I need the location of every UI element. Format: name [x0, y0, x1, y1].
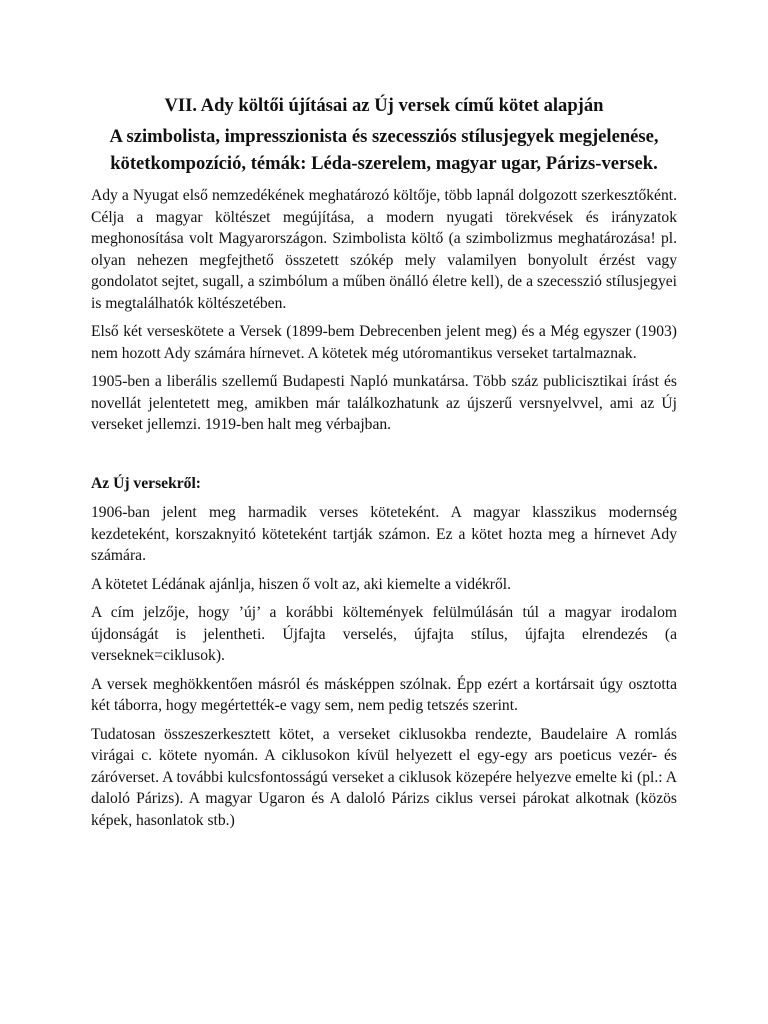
section-heading: Az Új versekről: — [91, 474, 201, 492]
document-subtitle: A szimbolista, impresszionista és szecessziós stílusjegyek megjelenése, kötetkompozíció, témák: Léda-szerelem, magyar ugar, Párizs-versek. — [109, 126, 659, 174]
uj-versek-section — [91, 473, 677, 832]
intro-paragraph-2: Első két verseskötete a Versek (1899-bem Debrecenben jelent meg) és a Még egyszer (1903) nem hozott Ady számára hírnevet. A kötetek még utóromantikus verseket tartalmaznak. — [91, 323, 677, 362]
section-paragraph-1: 1906-ban jelent meg harmadik verses köteteként. A magyar klasszikus modernség kezdeteként, korszaknyitó köteteként tartják számon. Ez a kötet hozta meg a hírnevet Ady számára. — [91, 504, 677, 564]
section-paragraph-2: A kötetet Lédának ajánlja, hiszen ő volt az, aki kiemelte a vidékről. — [91, 575, 512, 593]
section-paragraph-4: A versek meghökkentően másról és másképpen szólnak. Épp ezért a kortársait úgy osztotta két táborra, hogy megértették-e vagy sem, nem pedig tetszés szerint. — [91, 675, 677, 714]
intro-paragraph-1: Ady a Nyugat első nemzedékének meghatározó költője, több lapnál dolgozott szerkesztőként. Célja a magyar költészet megújítása, a modern nyugati törekvések és irányzatok meghonosítása volt Magyarországon. Szimbolista költő (a szimbolizmus meghatározása! pl. olyan nehezen megfejthető összetett szókép mely valamilyen bonyolult érzést vagy gondolatot sejtet, sugall, a szimbólum a műben önálló életre kell), de a szecesszió stílusjegyei is megtalálhatók költészetében. — [91, 187, 677, 312]
intro-section — [91, 185, 677, 436]
document-title: VII. Ady költői újításai az Új versek című kötet alapján — [164, 95, 604, 116]
section-paragraph-3: A cím jelzője, hogy ’új’ a korábbi költemények felülmúlásán túl a magyar irodalom újdonságát is jelentheti. Újfajta verselés, újfajta stílus, újfajta elrendezés (a verseknek=ciklusok). — [91, 604, 677, 664]
intro-paragraph-3: 1905-ben a liberális szellemű Budapesti Napló munkatársa. Több száz publicisztikai írást és novellát jelentetett meg, amikben már találkozhatunk az újszerű versnyelvvel, ami az Új verseket jellemzi. 1919-ben halt meg vérbajban. — [91, 373, 677, 433]
section-paragraph-5: Tudatosan összeszerkesztett kötet, a verseket ciklusokba rendezte, Baudelaire A romlás virágai c. kötete nyomán. A ciklusokon kívül helyezett el egy-egy ars poeticus vezér- és záróverset. A további kulcsfontosságú verseket a ciklusok közepére helyezve emelte ki (pl.: A daloló Párizs). A magyar Ugaron és A daloló Párizs ciklus versei párokat alkotnak (közös képek, hasonlatok stb.) — [91, 725, 677, 829]
